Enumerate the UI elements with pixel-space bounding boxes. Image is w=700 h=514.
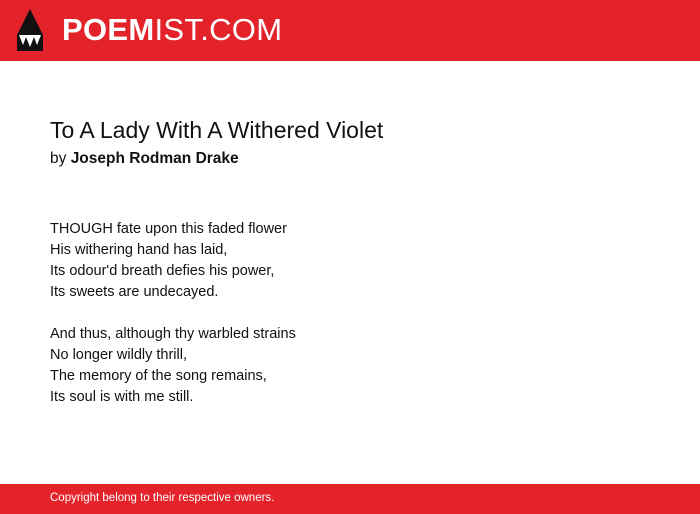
site-footer — [0, 484, 700, 514]
byline-prefix: by — [50, 150, 67, 167]
poem-line: His withering hand has laid, — [50, 242, 228, 258]
logo-light-text: IST.COM — [154, 12, 283, 47]
logo-bold-text: POEM — [62, 12, 155, 47]
poem-line: The memory of the song remains, — [50, 368, 267, 384]
poem-byline — [50, 150, 239, 168]
copyright-text: Copyright belong to their respective owners. — [50, 492, 275, 504]
poem-line: Its soul is with me still. — [50, 389, 194, 405]
stanza-1 — [50, 219, 296, 303]
stanza-2 — [50, 324, 296, 408]
poem-author[interactable]: Joseph Rodman Drake — [70, 150, 239, 167]
pencil-tip-icon[interactable] — [17, 9, 43, 51]
poem-line: THOUGH fate upon this faded flower — [50, 221, 287, 237]
site-header — [0, 0, 700, 61]
poem-body — [50, 219, 296, 429]
poem-line: Its odour'd breath defies his power, — [50, 263, 275, 279]
poem-title: To A Lady With A Withered Violet — [50, 117, 384, 143]
poem-line: And thus, although thy warbled strains — [50, 326, 296, 342]
poem-line: Its sweets are undecayed. — [50, 284, 219, 300]
poem-line: No longer wildly thrill, — [50, 347, 187, 363]
site-logo[interactable] — [62, 12, 282, 48]
